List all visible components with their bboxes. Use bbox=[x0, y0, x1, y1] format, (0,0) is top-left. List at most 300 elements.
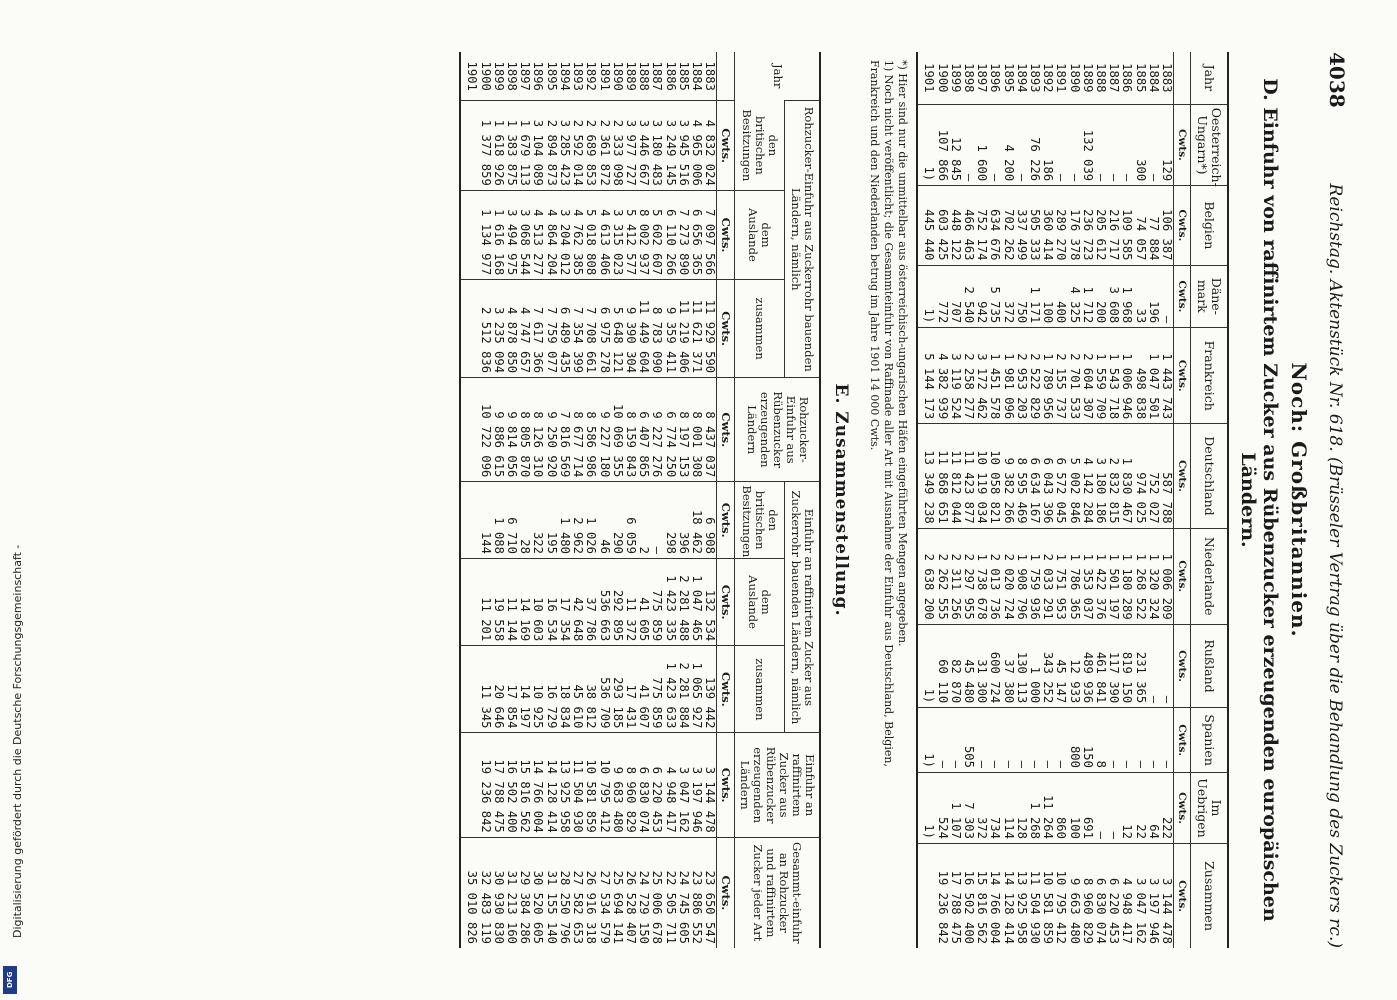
value-cell: 942 bbox=[975, 265, 988, 328]
value-cell: 35 010 826 bbox=[461, 837, 478, 948]
value-cell: 195 bbox=[545, 482, 558, 559]
unit-label: Cwts. bbox=[1174, 104, 1191, 185]
col-header: Däne-mark bbox=[1191, 265, 1229, 328]
value-cell: 1 712 bbox=[1081, 265, 1094, 328]
table-row bbox=[505, 52, 518, 948]
value-cell: 12 933 bbox=[1067, 624, 1080, 708]
value-cell: 10 069 355 bbox=[611, 378, 624, 482]
value-cell: 1 383 875 bbox=[505, 101, 518, 190]
value-cell: 216 717 bbox=[1107, 186, 1120, 265]
value-cell: 37 786 bbox=[584, 558, 597, 645]
footnote: *) Hier sind nur die unmittelbar aus österreichisch-ungarischen Häfen eingeführten Mengen angegeben. bbox=[896, 60, 910, 647]
year-cell: 1887 bbox=[1107, 63, 1122, 93]
value-cell: 11 345 bbox=[478, 646, 491, 733]
value-cell: 60 110 bbox=[935, 624, 948, 708]
value-cell: 3 446 667 bbox=[637, 101, 650, 190]
value-cell: 1 423 335 bbox=[663, 558, 676, 645]
value-cell: 2 311 256 bbox=[949, 528, 962, 624]
value-cell: 28 bbox=[518, 482, 531, 559]
year-cell: 1883 bbox=[1160, 63, 1174, 93]
table-row bbox=[975, 52, 988, 948]
value-cell: 200 bbox=[1094, 265, 1107, 328]
value-cell: 20 646 bbox=[492, 646, 505, 733]
year-cell: 1899 bbox=[948, 63, 963, 93]
value-cell: 4 948 417 bbox=[1120, 843, 1133, 948]
value-cell: 9 390 304 bbox=[624, 280, 637, 378]
dfg-logo: DFG bbox=[3, 966, 17, 994]
value-cell: — bbox=[1028, 708, 1041, 773]
value-cell: 10 119 034 bbox=[975, 424, 988, 528]
value-cell: — bbox=[650, 482, 663, 559]
value-cell: 9 382 266 bbox=[1001, 424, 1014, 528]
value-cell: 4 948 417 bbox=[663, 733, 676, 837]
value-cell: 489 936 bbox=[1081, 624, 1094, 708]
value-cell: 3 977 727 bbox=[624, 101, 637, 190]
unit-label: Cwts. bbox=[1174, 624, 1191, 708]
value-cell: 10 581 859 bbox=[584, 733, 597, 837]
value-cell: 11 929 590 bbox=[703, 280, 717, 378]
unit-label: Cwts. bbox=[1174, 424, 1191, 528]
value-cell: 587 788 bbox=[1160, 424, 1174, 528]
value-cell: 11 504 930 bbox=[571, 733, 584, 837]
value-cell: 4 864 204 bbox=[545, 190, 558, 279]
value-cell: 5 002 846 bbox=[1067, 424, 1080, 528]
section-e-title: E. Zusammenstellung. bbox=[831, 383, 852, 617]
table-row bbox=[650, 52, 663, 948]
value-cell: 1 559 709 bbox=[1094, 328, 1107, 424]
value-cell: 11 621 371 bbox=[690, 280, 703, 378]
value-cell: — bbox=[1160, 624, 1174, 708]
table-row bbox=[918, 52, 935, 948]
value-cell: 2 361 872 bbox=[597, 101, 610, 190]
value-cell: 293 185 bbox=[611, 646, 624, 733]
col-header-total: Gesammt-einfuhr an Rohzucker und raffinirtem Zucker jeder Art bbox=[735, 837, 821, 948]
value-cell: 11 868 651 bbox=[935, 424, 948, 528]
value-cell: 74 057 bbox=[1133, 186, 1146, 265]
year-cell: 1895 bbox=[544, 61, 559, 91]
value-cell: 1) bbox=[918, 104, 935, 185]
year-cell: 1885 bbox=[676, 61, 691, 91]
value-cell: 400 bbox=[1054, 265, 1067, 328]
year-cell: 1901 bbox=[465, 61, 480, 91]
value-cell: — bbox=[1147, 708, 1160, 773]
value-cell: 1 353 037 bbox=[1081, 528, 1094, 624]
value-cell: 28 250 796 bbox=[558, 837, 571, 948]
value-cell: 1 180 289 bbox=[1120, 528, 1133, 624]
value-cell: 3 608 bbox=[1107, 265, 1120, 328]
value-cell: 1 377 859 bbox=[478, 101, 491, 190]
value-cell: 132 534 bbox=[703, 558, 717, 645]
value-cell: 800 bbox=[1067, 708, 1080, 773]
unit-label: Cwts. bbox=[717, 280, 735, 378]
year-cell: 1890 bbox=[610, 61, 625, 91]
value-cell: — bbox=[1107, 772, 1120, 843]
value-cell: 31 155 140 bbox=[545, 837, 558, 948]
col-header-together: zusammen bbox=[735, 646, 784, 733]
value-cell: 6 710 bbox=[505, 482, 518, 559]
value-cell: 4 878 850 bbox=[505, 280, 518, 378]
value-cell: 11 264 bbox=[1041, 772, 1054, 843]
value-cell: 176 378 bbox=[1067, 186, 1080, 265]
page-number: 4038 bbox=[1325, 52, 1349, 108]
value-cell: 17 431 bbox=[624, 646, 637, 733]
value-cell: 11 812 044 bbox=[949, 424, 962, 528]
col-header: Spanien bbox=[1191, 708, 1229, 773]
value-cell bbox=[461, 190, 478, 279]
value-cell: 132 039 bbox=[1081, 104, 1094, 185]
year-cell: 1900 bbox=[478, 61, 493, 91]
value-cell: — bbox=[949, 708, 962, 773]
value-cell: 6 489 435 bbox=[558, 280, 571, 378]
value-cell: 1 006 209 bbox=[1160, 528, 1174, 624]
value-cell: 10 722 096 bbox=[478, 378, 491, 482]
value-cell: 3 285 423 bbox=[558, 101, 571, 190]
value-cell: 17 788 475 bbox=[949, 843, 962, 948]
value-cell: 775 859 bbox=[650, 558, 663, 645]
value-cell: 41 605 bbox=[637, 558, 650, 645]
value-cell: 1 543 718 bbox=[1107, 328, 1120, 424]
value-cell: 603 425 bbox=[935, 186, 948, 265]
value-cell: 7 354 399 bbox=[571, 280, 584, 378]
value-cell: 27 534 579 bbox=[597, 837, 610, 948]
value-cell: 5 018 808 bbox=[584, 190, 597, 279]
value-cell: 2 962 bbox=[571, 482, 584, 559]
col-header: Jahr bbox=[1191, 52, 1229, 104]
value-cell: 750 bbox=[1015, 265, 1028, 328]
value-cell: 8 595 469 bbox=[1015, 424, 1028, 528]
value-cell: 2 638 200 bbox=[918, 528, 935, 624]
table-row bbox=[571, 52, 584, 948]
value-cell: 3 945 516 bbox=[677, 101, 690, 190]
value-cell: 114 bbox=[1001, 772, 1014, 843]
year-cell: 1901 bbox=[922, 63, 937, 93]
year-cell: 1884 bbox=[1146, 63, 1161, 93]
value-cell: — bbox=[1015, 708, 1028, 773]
value-cell: 4 200 bbox=[1001, 104, 1014, 185]
value-cell: 1 786 365 bbox=[1067, 528, 1080, 624]
value-cell: 14 766 004 bbox=[988, 843, 1001, 948]
value-cell: 1 320 324 bbox=[1147, 528, 1160, 624]
year-cell: 1886 bbox=[663, 61, 678, 91]
value-cell: 298 bbox=[663, 482, 676, 559]
value-cell: 1 480 bbox=[558, 482, 571, 559]
value-cell: 289 270 bbox=[1054, 186, 1067, 265]
value-cell: 10 603 bbox=[531, 558, 544, 645]
value-cell: 31 213 160 bbox=[505, 837, 518, 948]
digitization-sidebar bbox=[0, 0, 22, 1000]
value-cell: 2 832 815 bbox=[1107, 424, 1120, 528]
value-cell: 1 600 bbox=[975, 104, 988, 185]
value-cell: 1 088 bbox=[492, 482, 505, 559]
value-cell: 1 443 743 bbox=[1160, 328, 1174, 424]
value-cell: 22 505 711 bbox=[663, 837, 676, 948]
value-cell: 4 832 024 bbox=[703, 101, 717, 190]
value-cell: 1) bbox=[918, 708, 935, 773]
year-cell: 1895 bbox=[1001, 63, 1016, 93]
value-cell: 7 816 569 bbox=[558, 378, 571, 482]
value-cell: 4 142 284 bbox=[1081, 424, 1094, 528]
value-cell: 24 745 605 bbox=[677, 837, 690, 948]
table-row bbox=[1001, 52, 1014, 948]
value-cell: 18 834 bbox=[558, 646, 571, 733]
col-header-british: den britischen Besitzungen bbox=[735, 101, 784, 190]
section-kicker: Noch: Großbritannien. bbox=[1287, 362, 1311, 638]
value-cell: 8 783 090 bbox=[650, 280, 663, 378]
value-cell: 11 504 930 bbox=[1028, 843, 1041, 948]
unit-label: Cwts. bbox=[1174, 843, 1191, 948]
value-cell: 186 bbox=[1041, 104, 1054, 185]
value-cell: 30 930 830 bbox=[492, 837, 505, 948]
value-cell: 4 747 657 bbox=[518, 280, 531, 378]
value-cell: 13 925 958 bbox=[558, 733, 571, 837]
year-cell: 1887 bbox=[650, 61, 665, 91]
value-cell: 707 bbox=[949, 265, 962, 328]
value-cell: 10 925 bbox=[531, 646, 544, 733]
value-cell: 10 058 821 bbox=[988, 424, 1001, 528]
value-cell bbox=[918, 843, 935, 948]
value-cell: 14 128 414 bbox=[545, 733, 558, 837]
value-cell: — bbox=[1015, 104, 1028, 185]
value-cell bbox=[461, 733, 478, 837]
value-cell: 31 300 bbox=[975, 624, 988, 708]
summary-table-e bbox=[461, 52, 821, 948]
value-cell: 3 047 162 bbox=[677, 733, 690, 837]
value-cell: 222 bbox=[1160, 772, 1174, 843]
year-cell: 1888 bbox=[1093, 63, 1108, 93]
value-cell: — bbox=[1107, 708, 1120, 773]
col-header: Rußland bbox=[1191, 624, 1229, 708]
value-cell: 45 480 bbox=[962, 624, 975, 708]
value-cell: 106 387 bbox=[1160, 186, 1174, 265]
value-cell: — bbox=[1133, 708, 1146, 773]
unit-label: Cwts. bbox=[1174, 328, 1191, 424]
value-cell: 6 830 074 bbox=[1094, 843, 1107, 948]
table-row bbox=[1041, 52, 1054, 948]
value-cell: 691 bbox=[1081, 772, 1094, 843]
col-header: Belgien bbox=[1191, 186, 1229, 265]
value-cell: 7 708 661 bbox=[584, 280, 597, 378]
table-row bbox=[478, 52, 491, 948]
value-cell: 2 297 955 bbox=[962, 528, 975, 624]
value-cell: 819 150 bbox=[1120, 624, 1133, 708]
value-cell: 292 895 bbox=[611, 558, 624, 645]
value-cell: 1 006 946 bbox=[1120, 328, 1133, 424]
value-cell: 10 795 412 bbox=[1054, 843, 1067, 948]
value-cell: 8 002 937 bbox=[637, 190, 650, 279]
table-row bbox=[624, 52, 637, 948]
value-cell: 23 650 547 bbox=[703, 837, 717, 948]
value-cell: 505 bbox=[962, 708, 975, 773]
table-row bbox=[461, 52, 478, 948]
value-cell: 15 816 562 bbox=[518, 733, 531, 837]
value-cell: 14 766 004 bbox=[531, 733, 544, 837]
value-cell: 42 648 bbox=[571, 558, 584, 645]
value-cell: — bbox=[962, 104, 975, 185]
value-cell: 11 372 bbox=[624, 558, 637, 645]
unit-label: Cwts. bbox=[1174, 708, 1191, 773]
section-d-title: D. Einfuhr von raffinirtem Zucker aus Rübenzucker erzeugenden europäischen Ländern. bbox=[1237, 78, 1281, 922]
value-cell: 3 047 162 bbox=[1133, 843, 1146, 948]
value-cell: 752 027 bbox=[1147, 424, 1160, 528]
value-cell: 231 365 bbox=[1133, 624, 1146, 708]
value-cell: 1 026 bbox=[584, 482, 597, 559]
value-cell: 8 960 829 bbox=[624, 733, 637, 837]
table-row bbox=[531, 52, 544, 948]
year-cell: 1885 bbox=[1133, 63, 1148, 93]
footnote: Frankreich und den Niederlanden betrug im Jahre 1901 14 000 Cwts. bbox=[868, 60, 882, 451]
value-cell: 3 235 094 bbox=[492, 280, 505, 378]
value-cell: 1 908 796 bbox=[1015, 528, 1028, 624]
value-cell: 772 bbox=[935, 265, 948, 328]
value-cell: 8 805 870 bbox=[518, 378, 531, 482]
value-cell: 1 268 522 bbox=[1133, 528, 1146, 624]
value-cell: 17 788 475 bbox=[492, 733, 505, 837]
value-cell: 11 449 604 bbox=[637, 280, 650, 378]
value-cell: 1 981 096 bbox=[1001, 328, 1014, 424]
value-cell: 23 886 552 bbox=[690, 837, 703, 948]
value-cell: 7 617 366 bbox=[531, 280, 544, 378]
value-cell: 13 349 238 bbox=[918, 424, 935, 528]
value-cell: 3 180 186 bbox=[1094, 424, 1107, 528]
value-cell: — bbox=[1147, 104, 1160, 185]
unit-label: Cwts. bbox=[717, 733, 735, 837]
value-cell: 82 870 bbox=[949, 624, 962, 708]
value-cell: 9 227 180 bbox=[597, 378, 610, 482]
table-row bbox=[935, 52, 948, 948]
year-cell: 1897 bbox=[518, 61, 533, 91]
value-cell: — bbox=[1067, 104, 1080, 185]
table-row bbox=[1160, 52, 1174, 948]
value-cell: 1 171 bbox=[1028, 265, 1041, 328]
value-cell: 290 bbox=[611, 482, 624, 559]
value-cell: 9 359 411 bbox=[663, 280, 676, 378]
col-header: Niederlande bbox=[1191, 528, 1229, 624]
value-cell: 29 384 286 bbox=[518, 837, 531, 948]
value-cell: 5 648 121 bbox=[611, 280, 624, 378]
year-cell: 1886 bbox=[1120, 63, 1135, 93]
value-cell: 4 325 bbox=[1067, 265, 1080, 328]
value-cell: 1 738 678 bbox=[975, 528, 988, 624]
value-cell: 1) bbox=[918, 624, 935, 708]
value-cell: 337 499 bbox=[1015, 186, 1028, 265]
table-row bbox=[558, 52, 571, 948]
value-cell: 1 968 bbox=[1120, 265, 1133, 328]
value-cell: 6 043 396 bbox=[1041, 424, 1054, 528]
value-cell: 26 916 318 bbox=[584, 837, 597, 948]
value-cell: 536 709 bbox=[597, 646, 610, 733]
col-header-foreign: dem Auslande bbox=[735, 190, 784, 279]
value-cell: — bbox=[1107, 104, 1120, 185]
year-cell: 1891 bbox=[597, 61, 612, 91]
value-cell: 3 197 946 bbox=[690, 733, 703, 837]
value-cell: 19 236 842 bbox=[935, 843, 948, 948]
value-cell: — bbox=[1001, 708, 1014, 773]
value-cell: 10 795 412 bbox=[597, 733, 610, 837]
value-cell: 46 bbox=[597, 482, 610, 559]
col-header-raw-cane: Rohzucker-Einfuhr aus Zuckerrohr bauenden Ländern, nämlich bbox=[784, 101, 820, 378]
value-cell: 8 586 986 bbox=[584, 378, 597, 482]
value-cell: — bbox=[1120, 708, 1133, 773]
value-cell: 2 262 555 bbox=[935, 528, 948, 624]
value-cell bbox=[461, 558, 478, 645]
value-cell: 396 bbox=[677, 482, 690, 559]
value-cell: 3 315 023 bbox=[611, 190, 624, 279]
value-cell: 11 423 877 bbox=[962, 424, 975, 528]
import-table-d bbox=[918, 52, 1229, 948]
value-cell: 76 226 bbox=[1028, 104, 1041, 185]
value-cell: 26 528 407 bbox=[624, 837, 637, 948]
table-row bbox=[703, 52, 717, 948]
value-cell: 41 607 bbox=[637, 646, 650, 733]
value-cell: 196 bbox=[1147, 265, 1160, 328]
value-cell bbox=[461, 101, 478, 190]
value-cell: 2 701 533 bbox=[1067, 328, 1080, 424]
value-cell: — bbox=[975, 708, 988, 773]
col-header-foreign: dem Auslande bbox=[735, 558, 784, 645]
value-cell: 64 bbox=[1147, 772, 1160, 843]
value-cell: — bbox=[1160, 708, 1174, 773]
table-row bbox=[1133, 52, 1146, 948]
value-cell: 461 841 bbox=[1094, 624, 1107, 708]
value-cell: 130 113 bbox=[1015, 624, 1028, 708]
col-header-together: zusammen bbox=[735, 280, 784, 378]
value-cell: 752 174 bbox=[975, 186, 988, 265]
value-cell: 128 bbox=[1015, 772, 1028, 843]
value-cell: 3 119 524 bbox=[949, 328, 962, 424]
table-row bbox=[1147, 52, 1160, 948]
unit-label: Cwts. bbox=[717, 646, 735, 733]
value-cell: 14 169 bbox=[518, 558, 531, 645]
table-row bbox=[962, 52, 975, 948]
col-header: Oesterreich-Ungarn*) bbox=[1191, 104, 1229, 185]
year-cell: 1894 bbox=[1014, 63, 1029, 93]
unit-label: Cwts. bbox=[1174, 265, 1191, 328]
value-cell: 17 854 bbox=[505, 646, 518, 733]
value-cell: 3 204 012 bbox=[558, 190, 571, 279]
value-cell: 1 451 578 bbox=[988, 328, 1001, 424]
unit-label: Cwts. bbox=[1174, 528, 1191, 624]
value-cell: 9 683 480 bbox=[611, 733, 624, 837]
value-cell: 77 884 bbox=[1147, 186, 1160, 265]
value-cell: 109 585 bbox=[1120, 186, 1133, 265]
value-cell: 9 227 276 bbox=[650, 378, 663, 482]
value-cell: 1 751 953 bbox=[1054, 528, 1067, 624]
value-cell: 2 013 736 bbox=[988, 528, 1001, 624]
col-header-raw-beet: Rohzucker-Einfuhr aus Rübenzucker erzeugenden Ländern bbox=[735, 378, 821, 482]
value-cell: 702 262 bbox=[1001, 186, 1014, 265]
value-cell bbox=[461, 646, 478, 733]
value-cell: 3 197 946 bbox=[1147, 843, 1160, 948]
value-cell: — bbox=[988, 104, 1001, 185]
value-cell: 30 520 605 bbox=[531, 837, 544, 948]
year-cell: 1900 bbox=[935, 63, 950, 93]
value-cell: 6 110 266 bbox=[663, 190, 676, 279]
value-cell: 2 540 bbox=[962, 265, 975, 328]
value-cell: 6 572 045 bbox=[1054, 424, 1067, 528]
value-cell: 15 816 562 bbox=[975, 843, 988, 948]
value-cell: 4 965 006 bbox=[690, 101, 703, 190]
value-cell: 445 440 bbox=[918, 186, 935, 265]
table-row bbox=[492, 52, 505, 948]
value-cell: 1 107 bbox=[949, 772, 962, 843]
table-row bbox=[663, 52, 676, 948]
value-cell: 1 789 956 bbox=[1041, 328, 1054, 424]
table-row bbox=[1028, 52, 1041, 948]
col-header: Deutschland bbox=[1191, 424, 1229, 528]
value-cell: 7 303 bbox=[962, 772, 975, 843]
table-row bbox=[690, 52, 703, 948]
value-cell: — bbox=[1054, 104, 1067, 185]
